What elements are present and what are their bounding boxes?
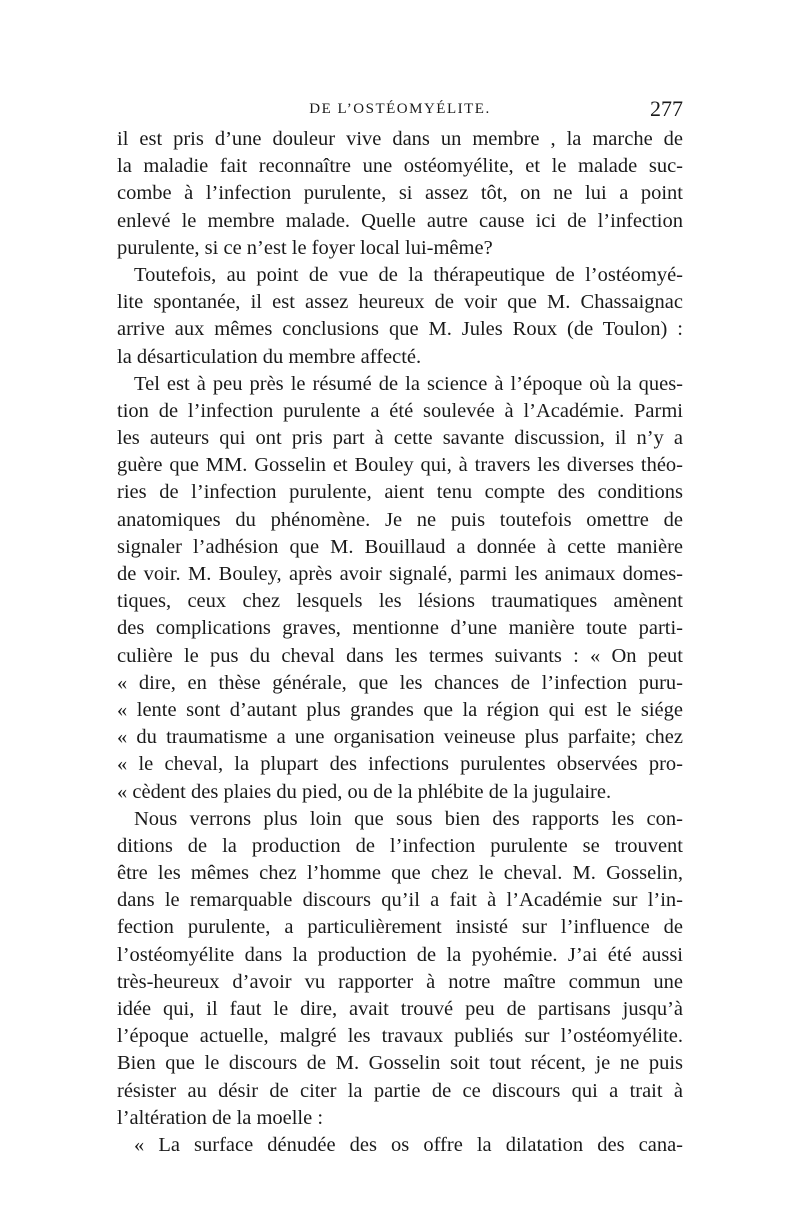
text-line: arrive aux mêmes conclusions que M. Jules Roux (de Toulon) : [117,318,683,341]
text-line: culière le pus du cheval dans les termes suivants : « On peut [117,644,683,667]
body-text [117,126,683,1159]
text-line: combe à l’infection purulente, si assez tôt, on ne lui a point [117,182,683,205]
text-line: tiques, ceux chez lesquels les lésions traumatiques amènent [117,590,683,613]
text-line: l’époque actuelle, malgré les travaux publiés sur l’ostéomyélite. [117,1025,683,1048]
text-line: Toutefois, au point de vue de la thérapeutique de l’ostéomyé- [134,263,683,286]
text-line: Tel est à peu près le résumé de la science à l’époque où la ques- [134,372,683,395]
text-line: l’altération de la moelle : [117,1106,324,1129]
text-line: guère que MM. Gosselin et Bouley qui, à travers les diverses théo- [117,454,683,477]
text-line: tion de l’infection purulente a été soulevée à l’Académie. Parmi [117,399,683,422]
running-title: DE L’OSTÉOMYÉLITE. [309,101,491,117]
text-line: il est pris d’une douleur vive dans un membre , la marche de [117,128,683,150]
text-line: lite spontanée, il est assez heureux de voir que M. Chassaignac [117,291,683,314]
text-line: fection purulente, a particulièrement insisté sur l’influence de [117,916,683,939]
text-line: Nous verrons plus loin que sous bien des rapports les con- [134,807,683,830]
text-line: l’ostéomyélite dans la production de la pyohémie. J’ai été aussi [117,943,683,966]
text-line: idée qui, il faut le dire, avait trouvé peu de partisans jusqu’à [117,998,683,1020]
text-line: « le cheval, la plupart des infections purulentes observées pro- [117,753,683,776]
text-line: de voir. M. Bouley, après avoir signalé, parmi les animaux domes- [117,563,683,585]
text-line: purulente, si ce n’est le foyer local lui-même? [117,236,493,259]
page-number: 277 [650,96,683,121]
text-line: signaler l’adhésion que M. Bouillaud a donnée à cette manière [117,535,683,558]
text-line: la maladie fait reconnaître une ostéomyélite, et le malade suc- [117,155,683,178]
text-line: des complications graves, mentionne d’une manière toute parti- [117,617,683,640]
text-line: « La surface dénudée des os offre la dilatation des cana- [134,1133,683,1156]
running-head [117,98,683,122]
text-line: être les mêmes chez l’homme que chez le cheval. M. Gosselin, [117,862,683,885]
text-line: la désarticulation du membre affecté. [117,345,422,368]
text-line: les auteurs qui ont pris part à cette savante discussion, il n’y a [117,427,683,450]
text-line: anatomiques du phénomène. Je ne puis toutefois omettre de [117,508,683,531]
text-line: enlevé le membre malade. Quelle autre cause ici de l’infection [117,209,683,232]
text-line: Bien que le discours de M. Gosselin soit tout récent, je ne puis [117,1052,683,1075]
text-line: très-heureux d’avoir vu rapporter à notre maître commun une [117,970,683,993]
text-line: ditions de la production de l’infection purulente se trouvent [117,834,683,857]
text-line: « dire, en thèse générale, que les chances de l’infection puru- [117,671,683,694]
text-line: « du traumatisme a une organisation veineuse plus parfaite; chez [117,726,683,749]
text-line: dans le remarquable discours qu’il a fait à l’Académie sur l’in- [117,889,683,912]
text-line: ries de l’infection purulente, aient tenu compte des conditions [117,481,683,504]
text-line: « cèdent des plaies du pied, ou de la phlébite de la jugulaire. [117,780,612,803]
text-line: résister au désir de citer la partie de ce discours qui a trait à [117,1079,683,1102]
text-line: « lente sont d’autant plus grandes que la région qui est le siége [117,698,683,721]
